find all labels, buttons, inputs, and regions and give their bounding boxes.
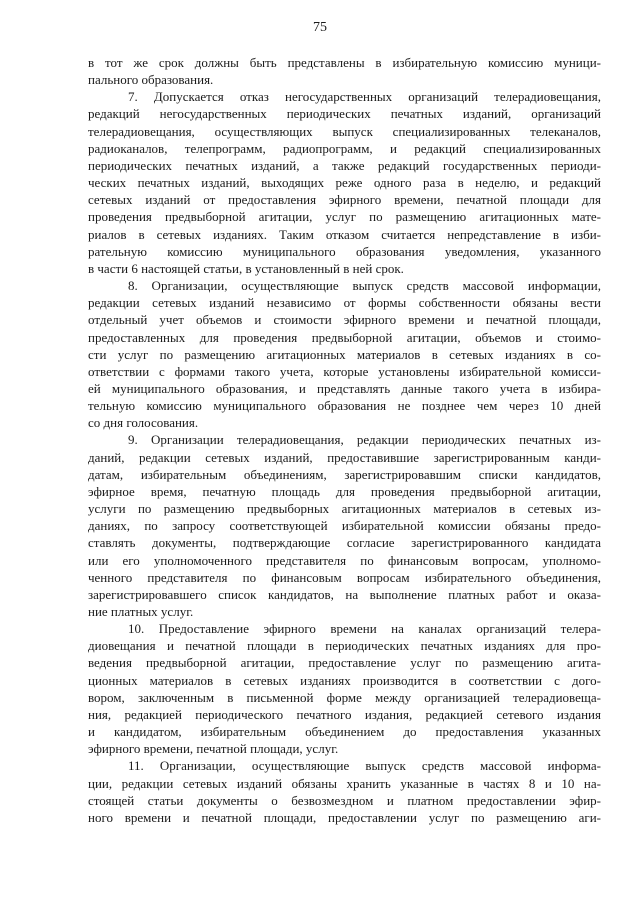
text-line: в тот же срок должны быть представлены в избирательную комиссию муници-	[88, 55, 601, 70]
text-line: ставлять документы, подтверждающие согласие зарегистрированного кандидата	[88, 535, 601, 551]
text-line: 8. Организации, осуществляющие выпуск средств массовой информации,	[128, 278, 601, 294]
text-line: отдельный учет объемов и стоимости эфирного времени и печатной площади,	[88, 312, 601, 328]
text-line: 10. Предоставление эфирного времени на каналах организаций телера-	[128, 621, 601, 637]
paragraph	[88, 54, 601, 88]
text-line: сетевых изданий от предоставления эфирного времени, печатной площади для	[88, 192, 601, 208]
text-line: ответствии с формами такого учета, которые установлены избирательной комисси-	[88, 363, 601, 379]
text-line: проведения предвыборной агитации, услуг по размещению агитационных мате-	[88, 209, 601, 225]
text-line: ченного представителя по финансовым вопросам избирательного объединения,	[88, 569, 601, 585]
paragraph	[88, 277, 601, 431]
text-line: сти услуг по размещению агитационных материалов в сетевых изданиях в со-	[88, 346, 601, 362]
text-line: ческих печатных изданий, выходящих реже одного раза в неделю, и редакций	[88, 175, 601, 191]
page-number: 75	[313, 20, 327, 35]
text-line: периодических печатных изданий, а также редакций государственных периоди-	[88, 157, 601, 173]
text-line: и кандидатом, избирательным объединением до предоставления указанных	[88, 724, 601, 740]
text-line: редакции сетевых изданий независимо от формы собственности обязаны вести	[88, 295, 601, 311]
text-line: или его уполномоченного представителя по финансовым вопросам, уполномо-	[88, 552, 601, 568]
paragraph	[88, 757, 601, 826]
text-line: услуги по размещению предвыборных агитационных материалов в сетевых из-	[88, 501, 601, 517]
text-line: пального образования.	[88, 72, 214, 88]
text-line: ционных материалов в сетевых изданиях производится в соответствии с дого-	[88, 672, 601, 688]
text-line: вором, заключенным в письменной форме между организацией телерадиовеща-	[88, 689, 601, 705]
text-line: ние платных услуг.	[88, 604, 194, 619]
text-line: тельную комиссию муниципального образования не позднее чем через 10 дней	[88, 398, 601, 414]
text-line: даний, редакции сетевых изданий, предоставившие зарегистрированным канди-	[88, 449, 601, 465]
text-line: в части 6 настоящей статьи, в установленный в ней срок.	[88, 260, 404, 276]
text-line: рательную комиссию муниципального образования уведомления, указанного	[88, 243, 601, 259]
text-line: ного времени и печатной площади, предоставлении услуг по размещению аги-	[88, 809, 601, 825]
text-line: стоящей статьи документы о безвозмездном и платном предоставлении эфир-	[88, 792, 601, 808]
text-line: риалов в сетевых изданиях. Таким отказом считается непредставление в изби-	[88, 226, 601, 242]
text-line: эфирное время, печатную площадь для проведения предвыборной агитации,	[88, 483, 601, 499]
text-line: зарегистрировавшего список кандидатов, на выполнение платных работ и оказа-	[88, 586, 601, 602]
text-line: ции, редакции сетевых изданий обязаны хранить указанные в частях 8 и 10 на-	[88, 775, 601, 791]
text-line: эфирного времени, печатной площади, услуг.	[88, 741, 339, 757]
paragraph	[88, 431, 601, 620]
text-line: 7. Допускается отказ негосударственных организаций телерадиовещания,	[128, 89, 601, 105]
text-line: даниях, по запросу соответствующей избирательной комиссии обязаны предо-	[88, 518, 601, 534]
text-line: со дня голосования.	[88, 415, 199, 431]
paragraph	[88, 88, 601, 277]
text-line: ей муниципального образования, и представлять данные такого учета в избира-	[88, 380, 601, 396]
text-line: предоставленных для проведения предвыборной агитации, объемов и стоимо-	[88, 329, 601, 345]
text-line: ния, редакцией периодического печатного издания, редакцией сетевого издания	[88, 706, 601, 722]
text-line: 9. Организации телерадиовещания, редакции периодических печатных из-	[128, 432, 601, 448]
text-line: редакций негосударственных периодических печатных изданий, организаций	[88, 106, 601, 122]
text-line: 11. Организации, осуществляющие выпуск средств массовой информа-	[128, 758, 601, 774]
paragraph	[88, 620, 601, 757]
text-line: ведения предвыборной агитации, предоставление услуг по размещению агита-	[88, 655, 601, 671]
text-line: радиоканалов, телепрограмм, радиопрограмм, и редакций специализированных	[88, 140, 601, 156]
text-line: диовещания и печатной площади в периодических печатных изданиях для про-	[88, 638, 601, 654]
text-line: датам, избирательным объединениям, зарегистрировавшим списки кандидатов,	[88, 466, 601, 482]
body-text	[88, 54, 601, 826]
text-line: телерадиовещания, осуществляющих выпуск специализированных телеканалов,	[88, 123, 601, 139]
